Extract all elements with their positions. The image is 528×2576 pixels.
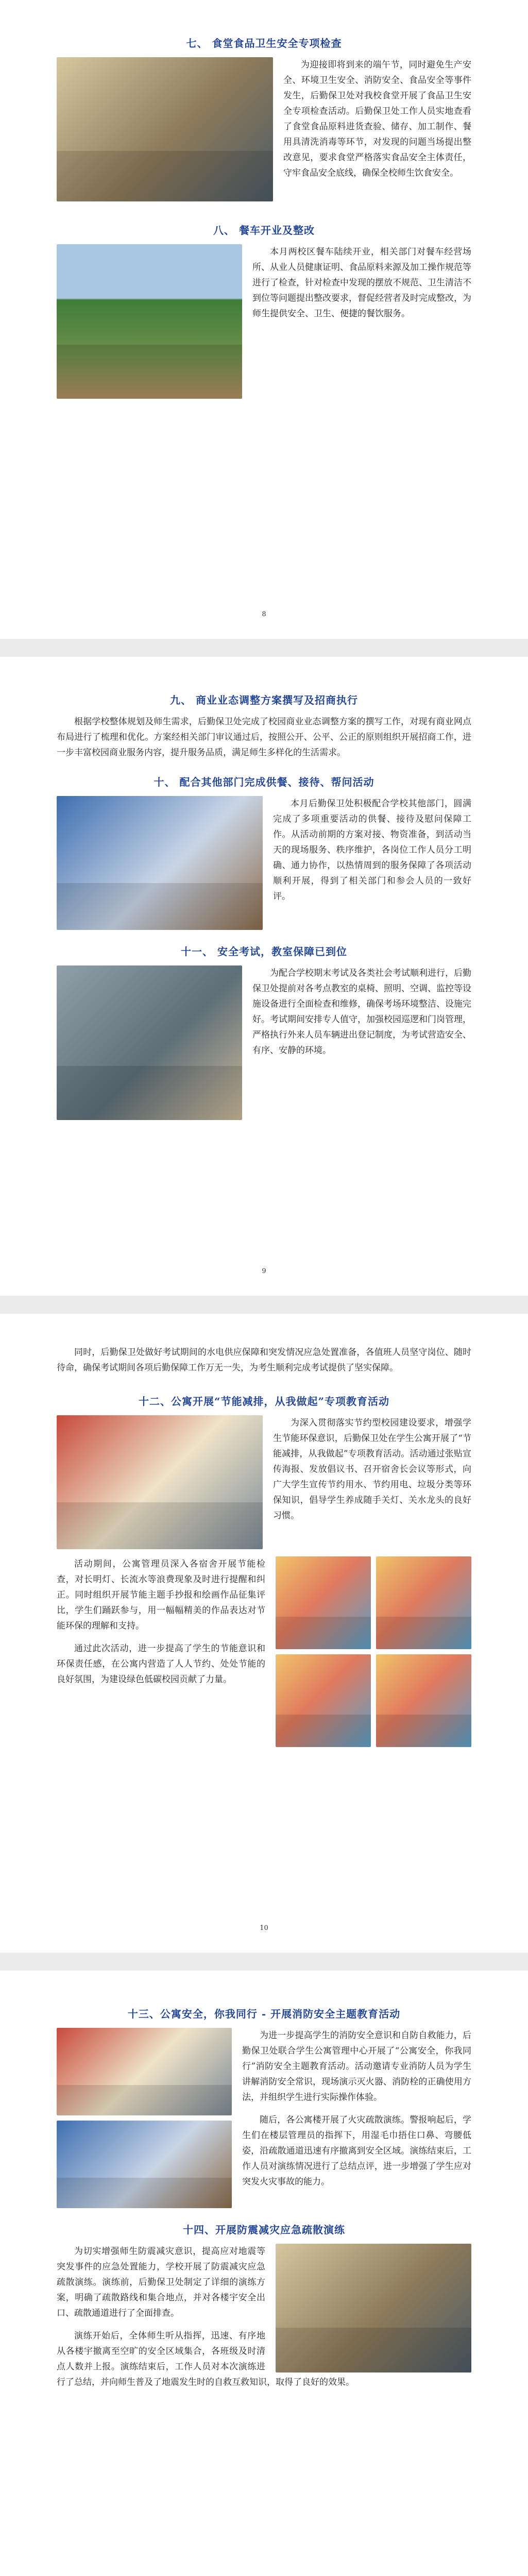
document-page-10 bbox=[0, 1314, 528, 1953]
section-11-paragraph-2: 同时，后勤保卫处做好考试期间的水电供应保障和突发情况应急处置准备，各值班人员坚守岗位、随时待命，确保考试期间各项后勤保障工作万无一失，为考生顺利完成考试提供了坚实保障。 bbox=[57, 1347, 471, 1373]
canteen-inspection-photo bbox=[57, 57, 273, 201]
event-support-photo bbox=[57, 796, 263, 930]
section-10-title: 十、 配合其他部门完成供餐、接待、帮问活动 bbox=[154, 776, 374, 788]
student-artwork-gallery bbox=[276, 1556, 471, 1747]
section-11-body bbox=[57, 965, 471, 1120]
section-8-paragraph: 本月两校区餐车陆续开业，相关部门对餐车经营场所、从业人员健康证明、食品原料来源及加工操作规范等进行了检查，针对检查中发现的摆放不规范、卫生清洁不到位等问题提出整改要求，督促经营者及时完成整改，为师生提供安全、卫生、便捷的餐饮服务。 bbox=[252, 247, 471, 319]
document-page-11 bbox=[0, 1971, 528, 2576]
section-12-body-b bbox=[57, 1556, 471, 1747]
section-14-title: 十四、开展防震减灾应急疏散演练 bbox=[183, 2224, 345, 2236]
section-12-title: 十二、公寓开展“节能减排，从我做起”专项教育活动 bbox=[138, 1395, 389, 1408]
artwork-photo-4 bbox=[376, 1654, 471, 1747]
section-12-paragraph-2: 活动期间，公寓管理员深入各宿舍开展节能检查，对长明灯、长流水等浪费现象及时进行提醒和纠正。同时组织开展节能主题手抄报和绘画作品征集评比，学生们踊跃参与，用一幅幅精美的作品表达对节能环保的理解和支持。 bbox=[57, 1559, 265, 1631]
document-page-9 bbox=[0, 657, 528, 1296]
page-number: 10 bbox=[260, 1924, 268, 1932]
artwork-photo-2 bbox=[376, 1556, 471, 1649]
section-9-paragraph: 根据学校整体规划及师生需求，后勤保卫处完成了校园商业业态调整方案的撰写工作，对现有商业网点布局进行了梳理和优化。方案经相关部门审议通过后，按照公开、公平、公正的原则组织开展招商工作，进一步丰富校园商业服务内容，提升服务品质，满足师生多样化的生活需求。 bbox=[57, 717, 471, 758]
section-14-body bbox=[57, 2244, 471, 2397]
exam-classroom-photo bbox=[57, 965, 242, 1120]
section-8-title: 八、 餐车开业及整改 bbox=[213, 224, 315, 236]
section-7-paragraph: 为迎接即将到来的端午节，同时避免生产安全、环境卫生安全、消防安全、食品安全等事件发生，后勤保卫处对我校食堂开展了食品卫生安全专项检查活动。后勤保卫处工作人员实地查看了食堂食品原料进货查验、储存、加工制作、餐用具清洗消毒等环节，对发现的问题当场提出整改意见，要求食堂严格落实食品安全主体责任，守牢食品安全底线，确保全校师生饮食安全。 bbox=[283, 60, 471, 178]
page-number: 9 bbox=[262, 1267, 266, 1275]
section-13-paragraph-2: 随后，各公寓楼开展了火灾疏散演练。警报响起后，学生们在楼层管理员的指挥下，用湿毛巾捂住口鼻、弯腰低姿，沿疏散通道迅速有序撤离到安全区域。演练结束后，工作人员对演练情况进行了总结点评，进一步增强了学生应对突发火灾事故的能力。 bbox=[242, 2115, 471, 2187]
section-12-paragraph-1: 为深入贯彻落实节约型校园建设要求，增强学生节能环保意识，后勤保卫处在学生公寓开展了“节能减排，从我做起”专项教育活动。活动通过张贴宣传海报、发放倡议书、召开宿舍长会议等形式，向广大学生宣传节约用水、节约用电、垃圾分类等环保知识，倡导学生养成随手关灯、关水龙头的良好习惯。 bbox=[273, 1418, 471, 1521]
fire-drill-gallery bbox=[57, 2028, 232, 2208]
section-12-body-a bbox=[57, 1415, 471, 1549]
section-8-body bbox=[57, 244, 471, 399]
section-11-paragraph-1: 为配合学校期末考试及各类社会考试顺利进行，后勤保卫处提前对各考点教室的桌椅、照明、空调、监控等设施设备进行全面检查和维修，确保考场环境整洁、设施完好。考试期间安排专人值守，加强校园巡逻和门岗管理，严格执行外来人员车辆进出登记制度，为考试营造安全、有序、安静的环境。 bbox=[252, 968, 471, 1056]
section-11-title: 十一、 安全考试，教室保障已到位 bbox=[181, 945, 347, 958]
artwork-photo-3 bbox=[276, 1654, 371, 1747]
fire-safety-lecture-photo bbox=[57, 2028, 232, 2115]
section-9-title: 九、 商业业态调整方案撰写及招商执行 bbox=[170, 694, 358, 706]
document-page-8 bbox=[0, 0, 528, 639]
section-14-paragraph-1: 为切实增强师生防震减灾意识，提高应对地震等突发事件的应急处置能力，学校开展了防震减灾应急疏散演练。演练前，后勤保卫处制定了详细的演练方案，明确了疏散路线和集合地点，并对各楼宇安全出口、疏散通道进行了全面排查。 bbox=[57, 2246, 265, 2318]
page-number: 8 bbox=[262, 611, 266, 618]
earthquake-drill-photo bbox=[276, 2244, 471, 2372]
section-13-title: 十三、公寓安全，你我同行 - 开展消防安全主题教育活动 bbox=[127, 2008, 401, 2020]
artwork-photo-1 bbox=[276, 1556, 371, 1649]
section-12-paragraph-3: 通过此次活动，进一步提高了学生的节能意识和环保责任感，在公寓内营造了人人节约、处处节能的良好氛围，为建设绿色低碳校园贡献了力量。 bbox=[57, 1643, 265, 1685]
section-13-body bbox=[57, 2028, 471, 2208]
section-14-paragraph-2: 演练开始后，全体师生听从指挥，迅速、有序地从各楼宇撤离至空旷的安全区域集合，各班级及时清点人数并上报。演练结束后，工作人员对本次演练进行了总结，并向师生普及了地震发生时的自救互救知识，取得了良好的效果。 bbox=[57, 2331, 354, 2387]
section-13-paragraph-1: 为进一步提高学生的消防安全意识和自防自救能力，后勤保卫处联合学生公寓管理中心开展了“公寓安全，你我同行”消防安全主题教育活动。活动邀请专业消防人员为学生讲解消防安全常识，现场演示灭火器、消防栓的正确使用方法，并组织学生进行实际操作体验。 bbox=[242, 2030, 471, 2103]
section-7-title: 七、 食堂食品卫生安全专项检查 bbox=[186, 37, 342, 49]
food-truck-photo bbox=[57, 244, 242, 399]
section-10-body bbox=[57, 796, 471, 930]
section-10-paragraph: 本月后勤保卫处积极配合学校其他部门，圆满完成了多项重要活动的供餐、接待及慰问保障工作。从活动前期的方案对接、物资准备，到活动当天的现场服务、秩序维护，各岗位工作人员分工明确、通力协作，以热情周到的服务保障了各项活动顺利开展，得到了相关部门和参会人员的一致好评。 bbox=[273, 799, 471, 902]
extinguisher-training-photo bbox=[57, 2121, 232, 2208]
energy-saving-activity-photo bbox=[57, 1415, 263, 1549]
section-7-body bbox=[57, 57, 471, 201]
